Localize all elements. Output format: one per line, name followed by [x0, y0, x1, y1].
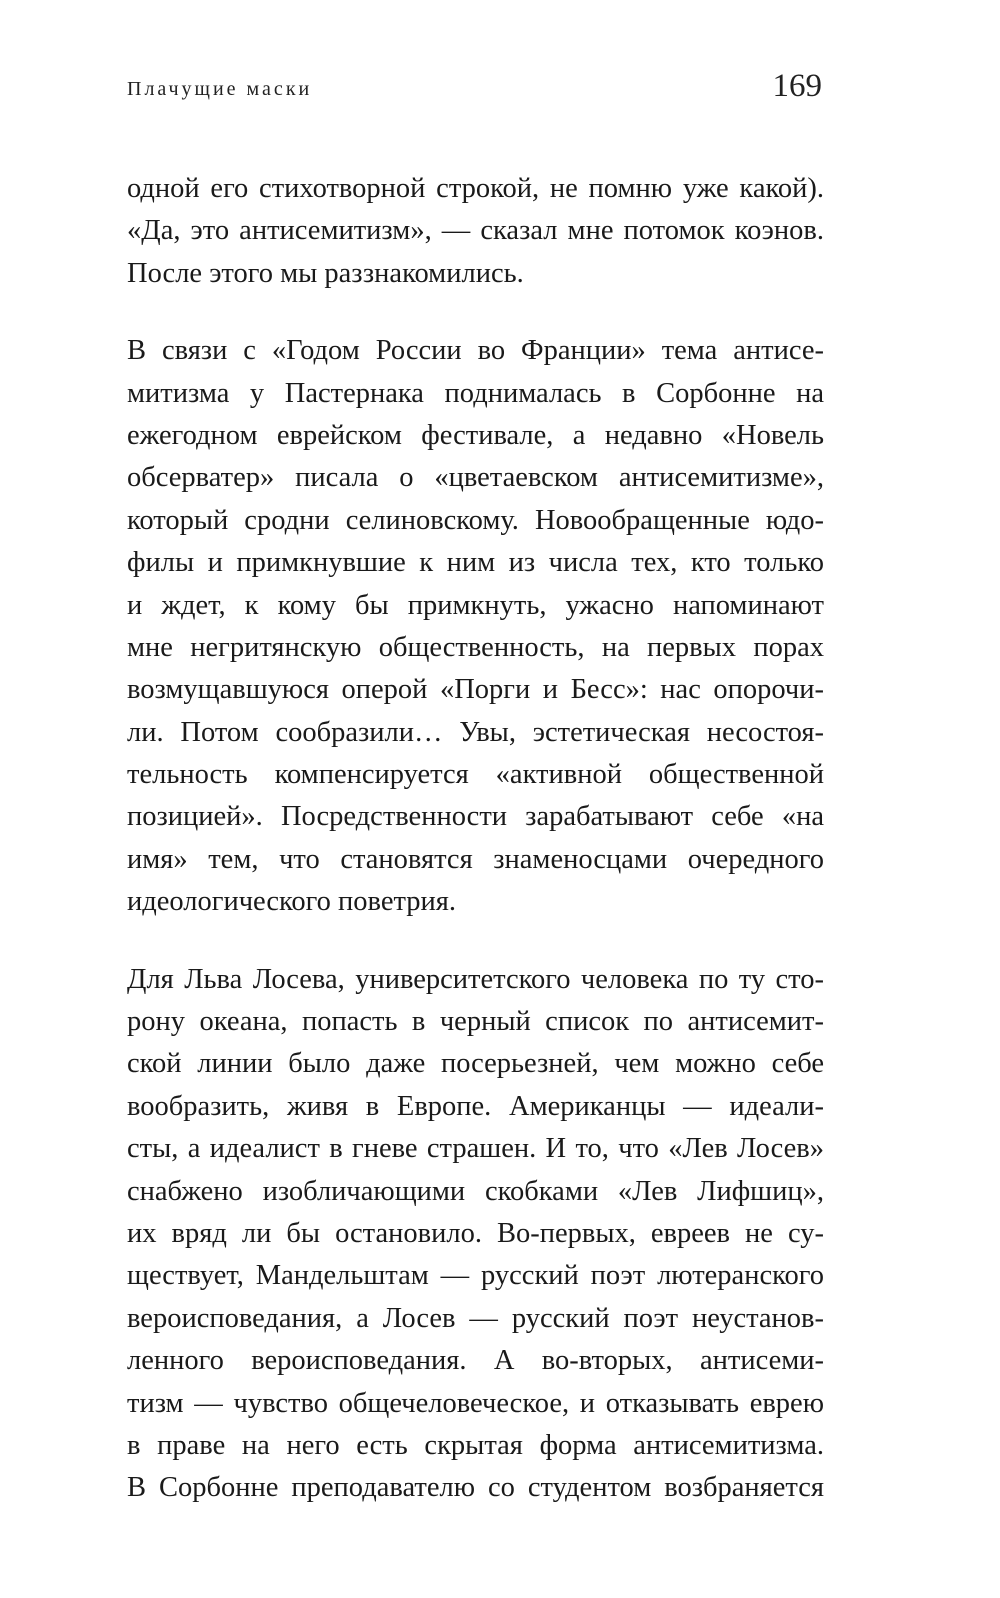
text-line: ществует, Мандельштам — русский поэт лютеранского — [127, 1260, 824, 1292]
text-line: вероисповедания, а Лосев — русский поэт неустанов- — [127, 1302, 824, 1334]
text-line: рону океана, попасть в черный список по антисемит- — [127, 1006, 824, 1038]
text-line: тизм — чувство общечеловеческое, и отказывать еврею — [127, 1387, 824, 1419]
paragraph-3 — [127, 959, 824, 1510]
text-line: «Да, это антисемитизм», — сказал мне потомок коэнов. — [127, 215, 824, 247]
text-line: После этого мы раззнакомились. — [127, 257, 524, 289]
running-title: Плачущие маски — [127, 78, 313, 100]
text-line: одной его стихотворной строкой, не помню уже какой). — [127, 173, 824, 204]
text-line: возмущавшуюся оперой «Порги и Бесс»: нас опорочи- — [127, 674, 824, 706]
text-line: имя» тем, что становятся знаменосцами очередного — [127, 843, 824, 875]
text-line: ли. Потом сообразили… Увы, эстетическая несостоя- — [127, 716, 824, 748]
text-line: позицией». Посредственности зарабатывают себе «на — [127, 801, 824, 833]
text-line: ской линии было даже посерьезней, чем можно себе — [127, 1048, 824, 1080]
text-line: В связи с «Годом России во Франции» тема антисе- — [127, 335, 824, 367]
page-header — [127, 68, 822, 108]
text-line: вообразить, живя в Европе. Американцы — идеали- — [127, 1090, 824, 1122]
body-text — [127, 168, 824, 1545]
text-line: ленного вероисповедания. А во-вторых, антисеми- — [127, 1345, 824, 1377]
text-line: в праве на него есть скрытая форма антисемитизма. — [127, 1429, 824, 1461]
text-line: и ждет, к кому бы примкнуть, ужасно напоминают — [127, 589, 824, 621]
text-line: снабжено изобличающими скобками «Лев Лифшиц», — [127, 1175, 824, 1207]
text-line: идеологического поветрия. — [127, 886, 457, 918]
text-line: Для Льва Лосева, университетского человека по ту сто- — [127, 963, 824, 995]
text-line: который сродни селиновскому. Новообращенные юдо- — [127, 504, 824, 536]
text-line: филы и примкнувшие к ним из числа тех, кто только — [127, 547, 824, 579]
paragraph-1 — [127, 168, 824, 295]
paragraph-2 — [127, 330, 824, 923]
page-number: 169 — [772, 68, 822, 104]
text-line: тельность компенсируется «активной общественной — [127, 759, 824, 791]
text-line: ежегодном еврейском фестивале, а недавно «Новель — [127, 419, 824, 451]
text-line: сты, а идеалист в гневе страшен. И то, что «Лев Лосев» — [127, 1133, 824, 1165]
text-line: митизма у Пастернака поднималась в Сорбонне на — [127, 377, 824, 409]
text-line: В Сорбонне преподавателю со студентом возбраняется — [127, 1472, 824, 1504]
text-line: обсерватер» писала о «цветаевском антисемитизме», — [127, 462, 824, 494]
text-line: их вряд ли бы остановило. Во-первых, евреев не су- — [127, 1217, 824, 1249]
text-line: мне негритянскую общественность, на первых порах — [127, 631, 824, 663]
